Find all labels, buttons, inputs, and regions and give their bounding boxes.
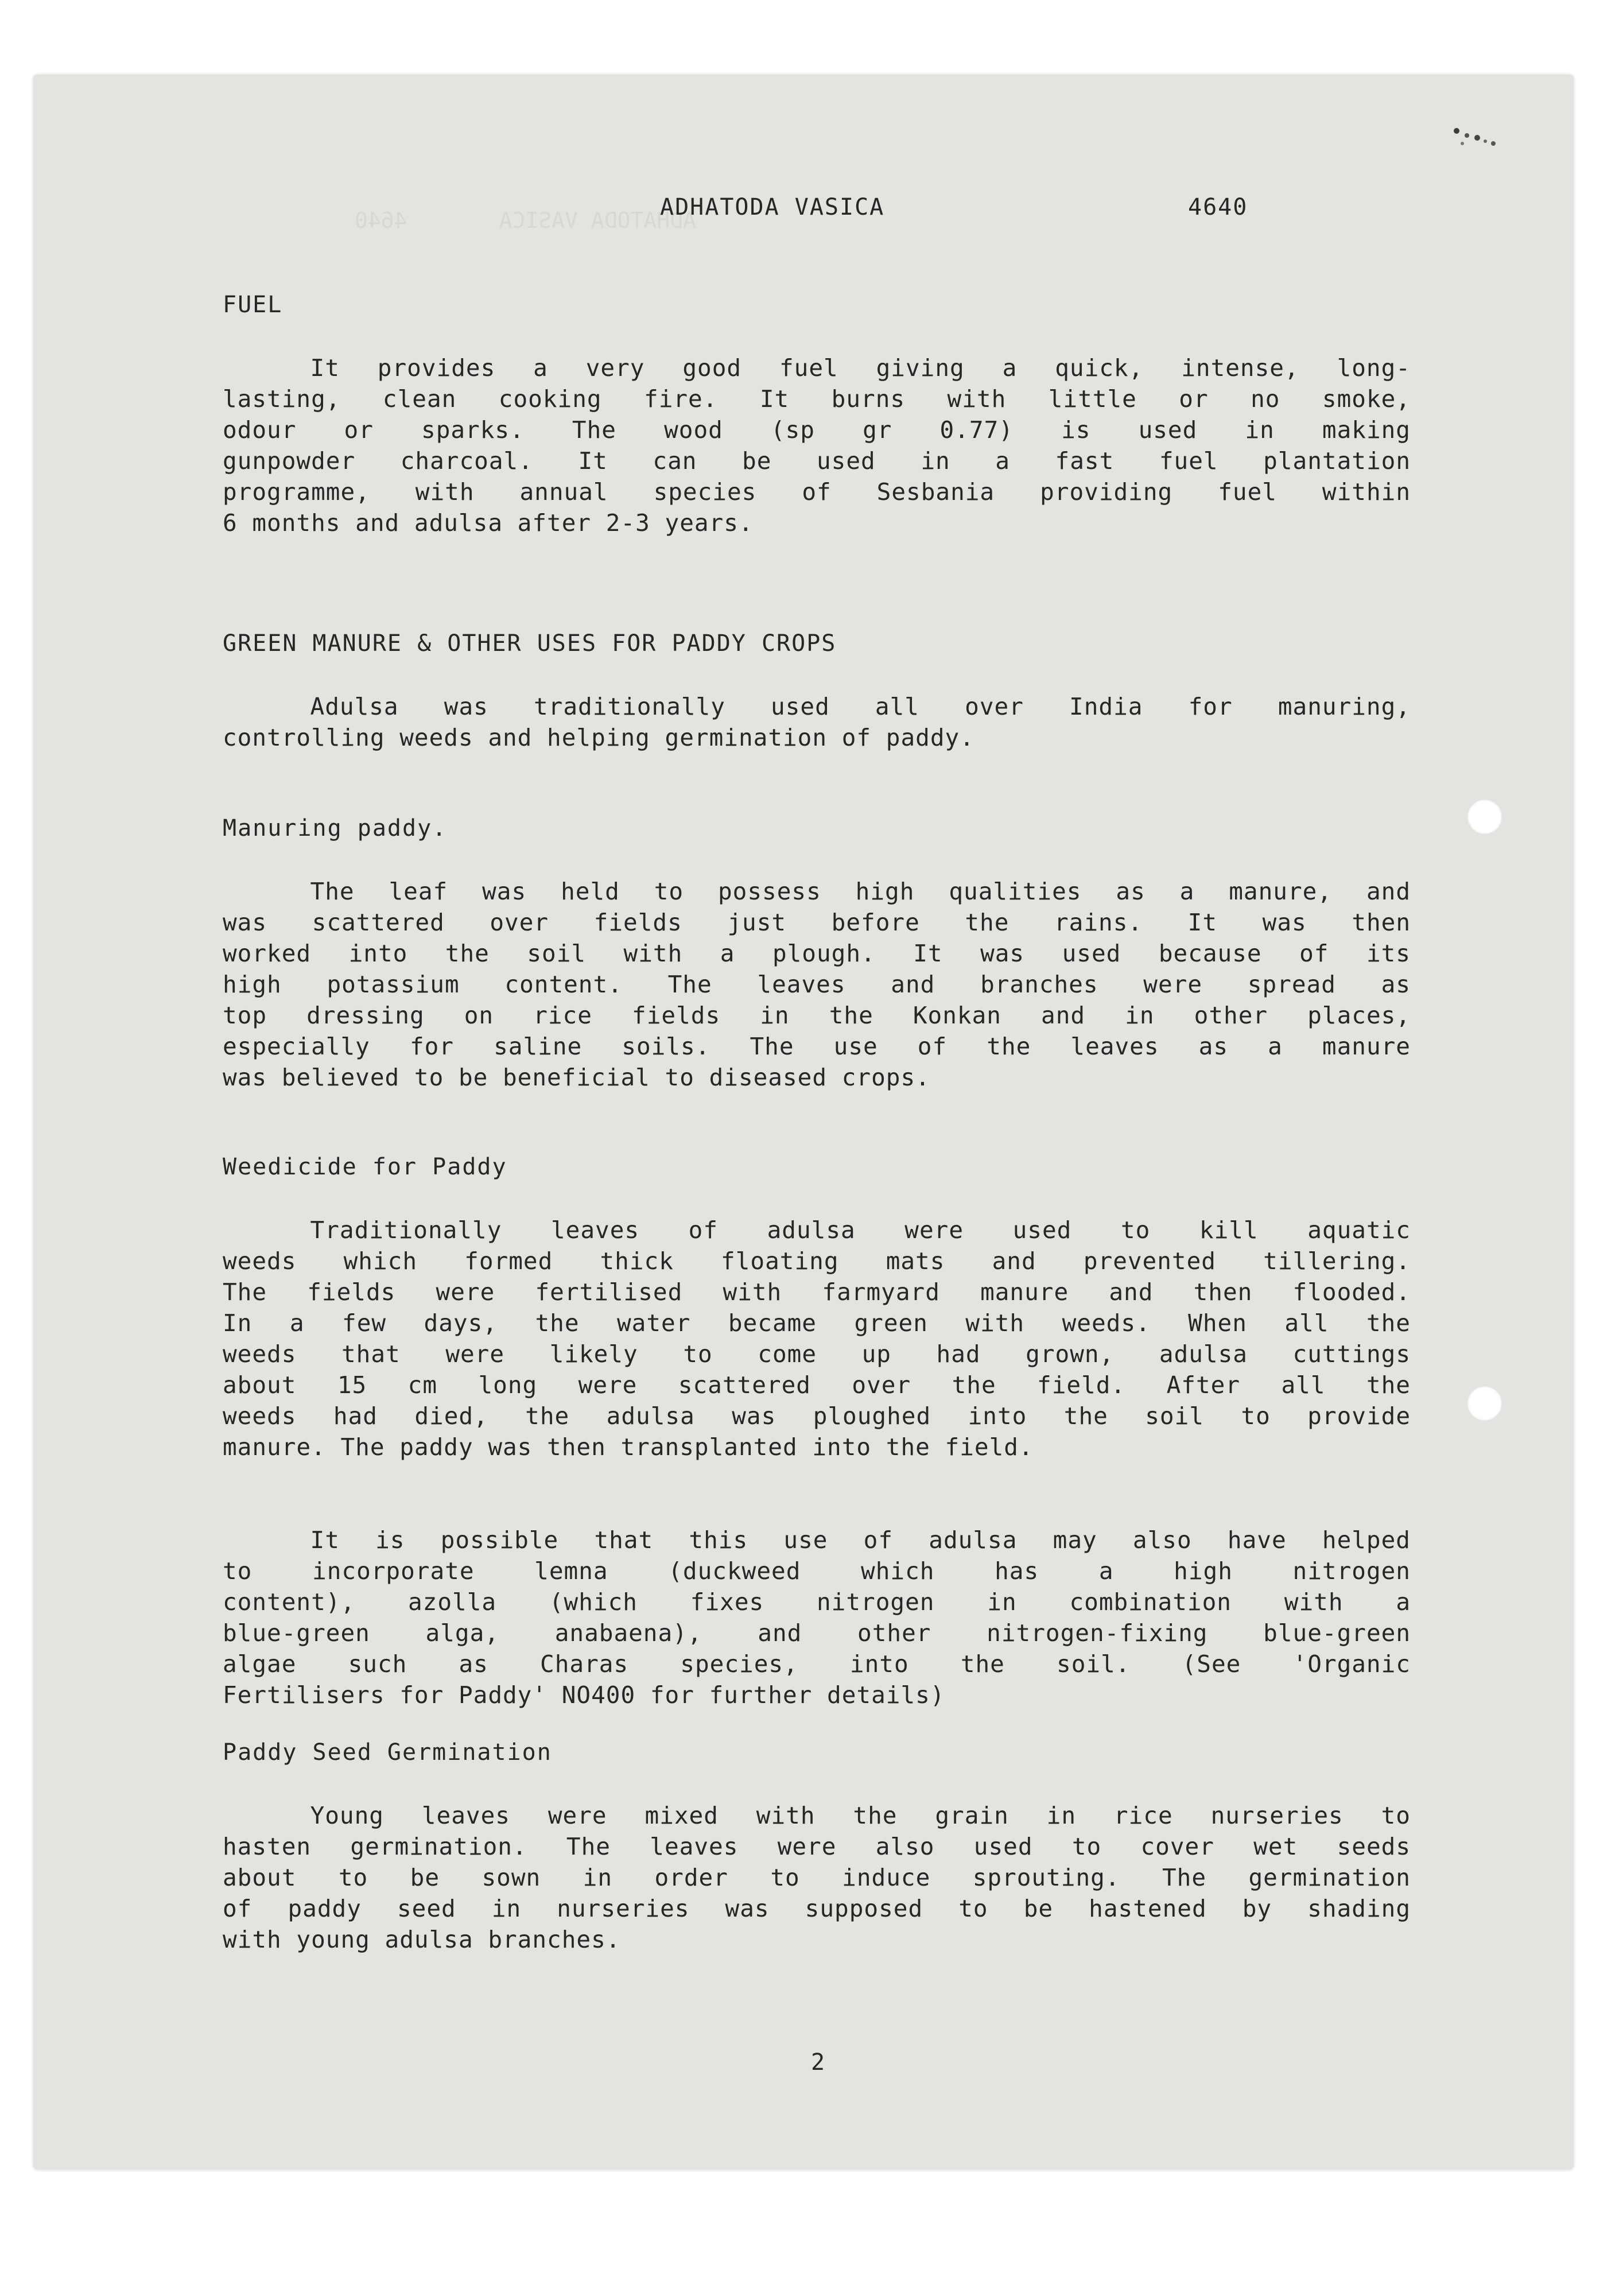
text-line: Fertilisers for Paddy' NO400 for further details) <box>223 1681 945 1709</box>
text-line: high potassium content. The leaves and branches were spread as <box>223 971 1411 998</box>
text-line: weeds had died, the adulsa was ploughed into the soil to provide <box>223 1402 1411 1430</box>
text-line: It is possible that this use of adulsa may also have helped <box>310 1526 1411 1554</box>
page-code: 4640 <box>1188 194 1248 220</box>
text-line: controlling weeds and helping germination of paddy. <box>223 724 974 751</box>
paragraph <box>223 1800 1411 1955</box>
ink-stain <box>1445 121 1514 155</box>
text-line: about 15 cm long were scattered over the field. After all the <box>223 1371 1411 1399</box>
text-line: of paddy seed in nurseries was supposed to be hastened by shading <box>223 1895 1411 1922</box>
text-line: 6 months and adulsa after 2-3 years. <box>223 509 754 537</box>
text-line: about to be sown in order to induce sprouting. The germination <box>223 1864 1411 1891</box>
text-line: top dressing on rice fields in the Konkan and in other places, <box>223 1002 1411 1029</box>
punch-hole <box>1467 1386 1502 1421</box>
text-line: weeds that were likely to come up had grown, adulsa cuttings <box>223 1340 1411 1368</box>
text-line: manure. The paddy was then transplanted into the field. <box>223 1433 1034 1461</box>
text-line: with young adulsa branches. <box>223 1926 621 1953</box>
paragraph <box>223 876 1411 1093</box>
section-heading: Manuring paddy. <box>223 815 448 841</box>
paragraph <box>223 691 1411 753</box>
text-line: to incorporate lemna (duckweed which has a high nitrogen <box>223 1557 1411 1585</box>
punch-hole <box>1467 799 1502 835</box>
section-heading: Paddy Seed Germination <box>223 1739 552 1766</box>
section-heading: FUEL <box>223 292 283 318</box>
text-line: especially for saline soils. The use of the leaves as a manure <box>223 1033 1411 1060</box>
text-line: content), azolla (which fixes nitrogen in combination with a <box>223 1588 1411 1616</box>
text-line: The fields were fertilised with farmyard manure and then flooded. <box>223 1278 1411 1306</box>
page-title: ADHATODA VASICA <box>660 194 885 220</box>
text-line: was scattered over fields just before the rains. It was then <box>223 909 1411 936</box>
paragraph <box>223 352 1411 538</box>
paragraph <box>223 1215 1411 1463</box>
page-number: 2 <box>811 2049 825 2076</box>
text-line: hasten germination. The leaves were also used to cover wet seeds <box>223 1833 1411 1860</box>
text-line: It provides a very good fuel giving a quick, intense, long- <box>310 354 1411 382</box>
text-line: lasting, clean cooking fire. It burns with little or no smoke, <box>223 385 1411 413</box>
section-heading: GREEN MANURE & OTHER USES FOR PADDY CROPS <box>223 630 837 657</box>
section-heading: Weedicide for Paddy <box>223 1154 507 1180</box>
paper-sheet <box>33 75 1574 2170</box>
text-line: blue-green alga, anabaena), and other nitrogen-fixing blue-green <box>223 1619 1411 1647</box>
text-line: algae such as Charas species, into the soil. (See 'Organic <box>223 1650 1411 1678</box>
text-line: was believed to be beneficial to diseased crops. <box>223 1064 930 1091</box>
text-line: gunpowder charcoal. It can be used in a fast fuel plantation <box>223 447 1411 475</box>
show-through-text: ADHATODA VASICA 4640 <box>355 208 736 233</box>
text-line: odour or sparks. The wood (sp gr 0.77) is used in making <box>223 416 1411 444</box>
paragraph <box>223 1525 1411 1711</box>
text-line: weeds which formed thick floating mats and prevented tillering. <box>223 1247 1411 1275</box>
text-line: Adulsa was traditionally used all over India for manuring, <box>310 693 1411 720</box>
text-line: The leaf was held to possess high qualities as a manure, and <box>310 878 1411 905</box>
text-line: programme, with annual species of Sesbania providing fuel within <box>223 478 1411 506</box>
text-line: worked into the soil with a plough. It was used because of its <box>223 940 1411 967</box>
text-line: Traditionally leaves of adulsa were used to kill aquatic <box>310 1216 1411 1244</box>
text-line: In a few days, the water became green with weeds. When all the <box>223 1309 1411 1337</box>
text-line: Young leaves were mixed with the grain in rice nurseries to <box>310 1802 1411 1829</box>
